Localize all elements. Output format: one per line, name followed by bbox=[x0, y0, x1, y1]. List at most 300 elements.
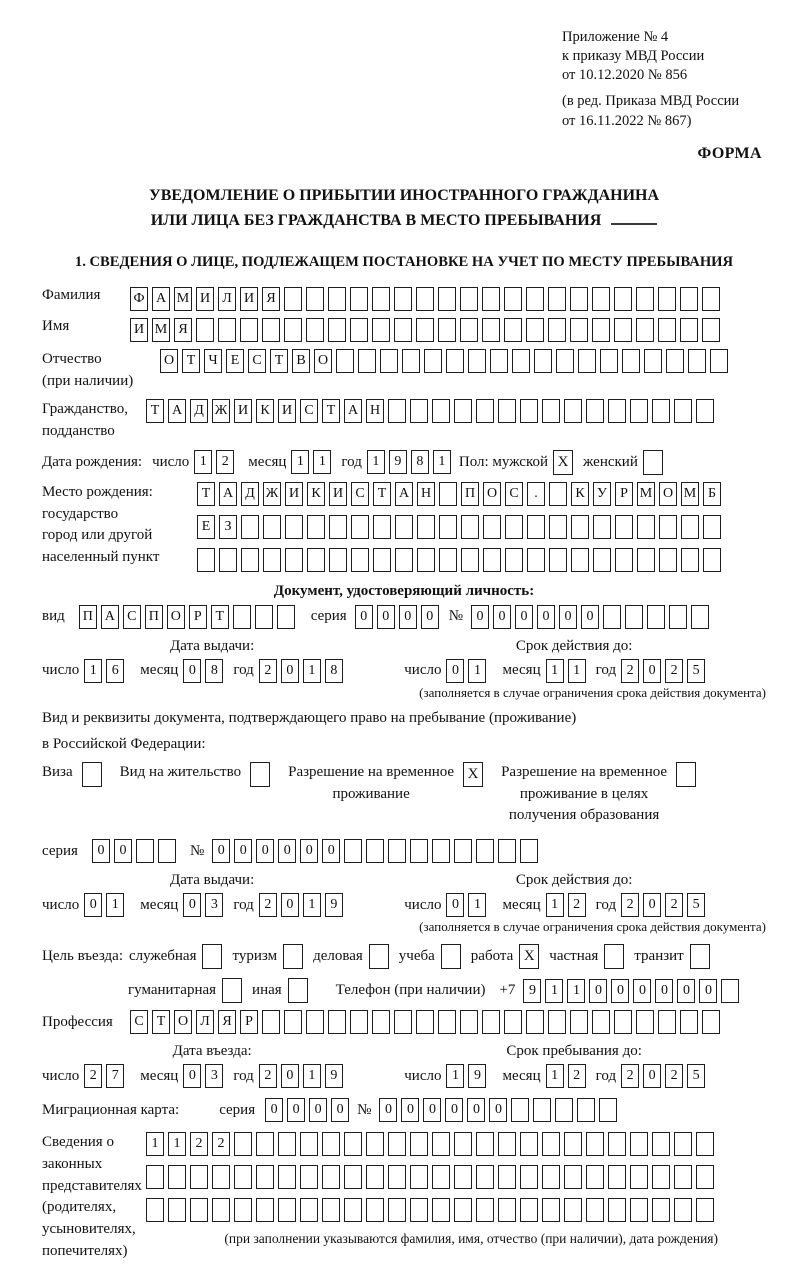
char-cell[interactable] bbox=[380, 349, 398, 373]
char-cell[interactable] bbox=[542, 1198, 560, 1222]
purpose-study-checkbox[interactable] bbox=[441, 944, 461, 969]
char-cell[interactable] bbox=[366, 1165, 384, 1189]
char-cell[interactable] bbox=[373, 515, 391, 539]
purpose-work-checkbox[interactable]: X bbox=[519, 944, 539, 969]
char-cell[interactable]: Ф bbox=[130, 287, 148, 311]
char-cell[interactable]: З bbox=[219, 515, 237, 539]
char-cell[interactable]: 0 bbox=[515, 605, 533, 629]
char-cell[interactable]: Е bbox=[197, 515, 215, 539]
char-cell[interactable]: 5 bbox=[687, 659, 705, 683]
char-cell[interactable]: А bbox=[219, 482, 237, 506]
char-cell[interactable]: 0 bbox=[399, 605, 417, 629]
char-cell[interactable] bbox=[578, 349, 596, 373]
char-cell[interactable]: 2 bbox=[621, 659, 639, 683]
char-cell[interactable] bbox=[307, 548, 325, 572]
char-cell[interactable] bbox=[593, 548, 611, 572]
char-cell[interactable] bbox=[256, 1132, 274, 1156]
char-cell[interactable] bbox=[526, 1010, 544, 1034]
char-cell[interactable]: Р bbox=[240, 1010, 258, 1034]
char-cell[interactable] bbox=[680, 1010, 698, 1034]
char-cell[interactable] bbox=[190, 1198, 208, 1222]
char-cell[interactable]: 7 bbox=[106, 1064, 124, 1088]
temp-residence-checkbox[interactable]: X bbox=[463, 762, 483, 787]
char-cell[interactable] bbox=[366, 839, 384, 863]
char-cell[interactable] bbox=[548, 318, 566, 342]
char-cell[interactable]: 1 bbox=[303, 893, 321, 917]
char-cell[interactable] bbox=[350, 287, 368, 311]
char-cell[interactable] bbox=[306, 318, 324, 342]
char-cell[interactable] bbox=[526, 287, 544, 311]
char-cell[interactable] bbox=[603, 605, 621, 629]
char-cell[interactable] bbox=[482, 1010, 500, 1034]
char-cell[interactable]: 0 bbox=[281, 659, 299, 683]
char-cell[interactable]: 2 bbox=[212, 1132, 230, 1156]
char-cell[interactable] bbox=[344, 1132, 362, 1156]
char-cell[interactable]: 0 bbox=[655, 979, 673, 1003]
char-cell[interactable] bbox=[300, 1198, 318, 1222]
char-cell[interactable]: 1 bbox=[106, 893, 124, 917]
char-cell[interactable]: П bbox=[461, 482, 479, 506]
char-cell[interactable]: Т bbox=[182, 349, 200, 373]
char-cell[interactable] bbox=[284, 287, 302, 311]
char-cell[interactable]: 1 bbox=[468, 893, 486, 917]
char-cell[interactable] bbox=[564, 1198, 582, 1222]
char-cell[interactable] bbox=[395, 515, 413, 539]
purpose-other-checkbox[interactable] bbox=[288, 978, 308, 1003]
char-cell[interactable] bbox=[372, 287, 390, 311]
char-cell[interactable] bbox=[402, 349, 420, 373]
char-cell[interactable] bbox=[652, 1198, 670, 1222]
char-cell[interactable] bbox=[564, 399, 582, 423]
char-cell[interactable] bbox=[388, 1132, 406, 1156]
char-cell[interactable] bbox=[438, 1010, 456, 1034]
char-cell[interactable]: 2 bbox=[621, 893, 639, 917]
char-cell[interactable] bbox=[696, 1132, 714, 1156]
char-cell[interactable] bbox=[608, 1132, 626, 1156]
char-cell[interactable] bbox=[278, 1198, 296, 1222]
char-cell[interactable] bbox=[630, 1165, 648, 1189]
char-cell[interactable]: 2 bbox=[259, 659, 277, 683]
char-cell[interactable] bbox=[571, 548, 589, 572]
char-cell[interactable]: 2 bbox=[259, 893, 277, 917]
char-cell[interactable]: 1 bbox=[84, 659, 102, 683]
char-cell[interactable] bbox=[659, 548, 677, 572]
char-cell[interactable]: О bbox=[483, 482, 501, 506]
char-cell[interactable]: 0 bbox=[183, 1064, 201, 1088]
char-cell[interactable]: 1 bbox=[545, 979, 563, 1003]
char-cell[interactable]: 2 bbox=[568, 1064, 586, 1088]
residence-permit-checkbox[interactable] bbox=[250, 762, 270, 787]
char-cell[interactable] bbox=[533, 1098, 551, 1122]
char-cell[interactable] bbox=[366, 1198, 384, 1222]
char-cell[interactable]: 1 bbox=[433, 450, 451, 474]
char-cell[interactable] bbox=[498, 1198, 516, 1222]
char-cell[interactable]: Т bbox=[152, 1010, 170, 1034]
char-cell[interactable] bbox=[630, 1198, 648, 1222]
char-cell[interactable] bbox=[555, 1098, 573, 1122]
char-cell[interactable] bbox=[219, 548, 237, 572]
char-cell[interactable]: Т bbox=[270, 349, 288, 373]
char-cell[interactable] bbox=[504, 287, 522, 311]
char-cell[interactable] bbox=[306, 287, 324, 311]
male-checkbox[interactable]: X bbox=[553, 450, 573, 475]
char-cell[interactable]: 2 bbox=[665, 1064, 683, 1088]
char-cell[interactable] bbox=[372, 1010, 390, 1034]
edu-temp-residence-checkbox[interactable] bbox=[676, 762, 696, 787]
char-cell[interactable] bbox=[196, 318, 214, 342]
char-cell[interactable] bbox=[680, 318, 698, 342]
char-cell[interactable] bbox=[636, 1010, 654, 1034]
char-cell[interactable] bbox=[468, 349, 486, 373]
char-cell[interactable] bbox=[262, 318, 280, 342]
char-cell[interactable]: 0 bbox=[379, 1098, 397, 1122]
char-cell[interactable] bbox=[702, 1010, 720, 1034]
char-cell[interactable] bbox=[460, 287, 478, 311]
char-cell[interactable]: 0 bbox=[423, 1098, 441, 1122]
char-cell[interactable] bbox=[388, 399, 406, 423]
char-cell[interactable]: С bbox=[248, 349, 266, 373]
char-cell[interactable] bbox=[490, 349, 508, 373]
char-cell[interactable] bbox=[277, 605, 295, 629]
char-cell[interactable] bbox=[454, 1198, 472, 1222]
char-cell[interactable] bbox=[696, 399, 714, 423]
char-cell[interactable] bbox=[307, 515, 325, 539]
char-cell[interactable]: 0 bbox=[581, 605, 599, 629]
char-cell[interactable] bbox=[614, 287, 632, 311]
char-cell[interactable] bbox=[592, 1010, 610, 1034]
char-cell[interactable] bbox=[476, 1132, 494, 1156]
char-cell[interactable] bbox=[652, 1165, 670, 1189]
char-cell[interactable] bbox=[636, 287, 654, 311]
char-cell[interactable]: Я bbox=[174, 318, 192, 342]
char-cell[interactable]: . bbox=[527, 482, 545, 506]
char-cell[interactable]: И bbox=[234, 399, 252, 423]
char-cell[interactable]: 1 bbox=[546, 893, 564, 917]
char-cell[interactable]: Д bbox=[241, 482, 259, 506]
char-cell[interactable] bbox=[592, 287, 610, 311]
char-cell[interactable]: 0 bbox=[281, 893, 299, 917]
char-cell[interactable] bbox=[549, 482, 567, 506]
char-cell[interactable]: Т bbox=[322, 399, 340, 423]
char-cell[interactable]: Т bbox=[197, 482, 215, 506]
char-cell[interactable]: 1 bbox=[567, 979, 585, 1003]
purpose-official-checkbox[interactable] bbox=[202, 944, 222, 969]
char-cell[interactable] bbox=[520, 1198, 538, 1222]
char-cell[interactable]: Т bbox=[211, 605, 229, 629]
char-cell[interactable] bbox=[234, 1132, 252, 1156]
char-cell[interactable] bbox=[328, 1010, 346, 1034]
char-cell[interactable] bbox=[350, 318, 368, 342]
char-cell[interactable] bbox=[476, 839, 494, 863]
char-cell[interactable] bbox=[410, 1165, 428, 1189]
char-cell[interactable] bbox=[263, 515, 281, 539]
char-cell[interactable] bbox=[586, 1165, 604, 1189]
char-cell[interactable]: 2 bbox=[665, 659, 683, 683]
char-cell[interactable] bbox=[410, 1132, 428, 1156]
char-cell[interactable]: О bbox=[659, 482, 677, 506]
char-cell[interactable] bbox=[647, 605, 665, 629]
char-cell[interactable]: А bbox=[168, 399, 186, 423]
char-cell[interactable] bbox=[505, 548, 523, 572]
char-cell[interactable]: Л bbox=[196, 1010, 214, 1034]
char-cell[interactable]: С bbox=[130, 1010, 148, 1034]
char-cell[interactable]: 0 bbox=[467, 1098, 485, 1122]
char-cell[interactable] bbox=[703, 515, 721, 539]
char-cell[interactable]: 1 bbox=[468, 659, 486, 683]
char-cell[interactable] bbox=[136, 839, 154, 863]
char-cell[interactable] bbox=[658, 287, 676, 311]
char-cell[interactable]: 0 bbox=[471, 605, 489, 629]
char-cell[interactable] bbox=[344, 839, 362, 863]
char-cell[interactable]: 1 bbox=[168, 1132, 186, 1156]
char-cell[interactable] bbox=[520, 1132, 538, 1156]
char-cell[interactable] bbox=[564, 1165, 582, 1189]
char-cell[interactable] bbox=[674, 399, 692, 423]
char-cell[interactable] bbox=[498, 1132, 516, 1156]
char-cell[interactable] bbox=[674, 1132, 692, 1156]
char-cell[interactable]: О bbox=[167, 605, 185, 629]
char-cell[interactable] bbox=[460, 1010, 478, 1034]
char-cell[interactable]: 0 bbox=[278, 839, 296, 863]
char-cell[interactable] bbox=[592, 318, 610, 342]
char-cell[interactable] bbox=[234, 1198, 252, 1222]
char-cell[interactable] bbox=[417, 515, 435, 539]
char-cell[interactable]: 0 bbox=[559, 605, 577, 629]
char-cell[interactable] bbox=[454, 1132, 472, 1156]
char-cell[interactable] bbox=[696, 1198, 714, 1222]
char-cell[interactable]: 0 bbox=[114, 839, 132, 863]
char-cell[interactable] bbox=[417, 548, 435, 572]
char-cell[interactable] bbox=[256, 1198, 274, 1222]
char-cell[interactable] bbox=[460, 318, 478, 342]
char-cell[interactable] bbox=[190, 1165, 208, 1189]
char-cell[interactable] bbox=[615, 515, 633, 539]
char-cell[interactable]: В bbox=[292, 349, 310, 373]
char-cell[interactable] bbox=[498, 839, 516, 863]
char-cell[interactable]: 2 bbox=[84, 1064, 102, 1088]
char-cell[interactable] bbox=[416, 287, 434, 311]
char-cell[interactable] bbox=[344, 1198, 362, 1222]
char-cell[interactable] bbox=[439, 515, 457, 539]
char-cell[interactable]: 1 bbox=[568, 659, 586, 683]
char-cell[interactable]: 0 bbox=[401, 1098, 419, 1122]
char-cell[interactable] bbox=[446, 349, 464, 373]
char-cell[interactable]: А bbox=[101, 605, 119, 629]
char-cell[interactable] bbox=[322, 1132, 340, 1156]
char-cell[interactable]: Т bbox=[146, 399, 164, 423]
char-cell[interactable]: Т bbox=[373, 482, 391, 506]
char-cell[interactable]: 9 bbox=[523, 979, 541, 1003]
char-cell[interactable] bbox=[366, 1132, 384, 1156]
char-cell[interactable]: 0 bbox=[309, 1098, 327, 1122]
char-cell[interactable] bbox=[328, 318, 346, 342]
char-cell[interactable] bbox=[652, 399, 670, 423]
visa-checkbox[interactable] bbox=[82, 762, 102, 787]
char-cell[interactable]: 0 bbox=[322, 839, 340, 863]
char-cell[interactable] bbox=[212, 1165, 230, 1189]
char-cell[interactable] bbox=[410, 839, 428, 863]
char-cell[interactable]: 0 bbox=[92, 839, 110, 863]
char-cell[interactable] bbox=[263, 548, 281, 572]
char-cell[interactable] bbox=[526, 318, 544, 342]
char-cell[interactable]: 2 bbox=[216, 450, 234, 474]
char-cell[interactable]: Я bbox=[262, 287, 280, 311]
char-cell[interactable] bbox=[461, 515, 479, 539]
char-cell[interactable] bbox=[586, 399, 604, 423]
char-cell[interactable]: М bbox=[681, 482, 699, 506]
char-cell[interactable] bbox=[300, 1165, 318, 1189]
char-cell[interactable] bbox=[556, 349, 574, 373]
char-cell[interactable]: М bbox=[152, 318, 170, 342]
char-cell[interactable] bbox=[424, 349, 442, 373]
char-cell[interactable] bbox=[520, 839, 538, 863]
char-cell[interactable] bbox=[593, 515, 611, 539]
char-cell[interactable]: 0 bbox=[643, 893, 661, 917]
char-cell[interactable]: 0 bbox=[183, 659, 201, 683]
char-cell[interactable]: 2 bbox=[259, 1064, 277, 1088]
char-cell[interactable]: К bbox=[256, 399, 274, 423]
char-cell[interactable] bbox=[388, 1165, 406, 1189]
char-cell[interactable]: 0 bbox=[677, 979, 695, 1003]
char-cell[interactable] bbox=[614, 1010, 632, 1034]
char-cell[interactable] bbox=[432, 1132, 450, 1156]
char-cell[interactable] bbox=[476, 1165, 494, 1189]
purpose-tourism-checkbox[interactable] bbox=[283, 944, 303, 969]
char-cell[interactable] bbox=[476, 1198, 494, 1222]
char-cell[interactable] bbox=[652, 1132, 670, 1156]
char-cell[interactable] bbox=[681, 515, 699, 539]
char-cell[interactable] bbox=[241, 515, 259, 539]
char-cell[interactable]: С bbox=[300, 399, 318, 423]
char-cell[interactable]: И bbox=[285, 482, 303, 506]
char-cell[interactable]: 1 bbox=[194, 450, 212, 474]
char-cell[interactable] bbox=[394, 287, 412, 311]
char-cell[interactable] bbox=[284, 1010, 302, 1034]
char-cell[interactable] bbox=[454, 839, 472, 863]
char-cell[interactable] bbox=[410, 1198, 428, 1222]
char-cell[interactable] bbox=[432, 1165, 450, 1189]
char-cell[interactable] bbox=[542, 1165, 560, 1189]
char-cell[interactable]: 1 bbox=[546, 659, 564, 683]
char-cell[interactable]: С bbox=[351, 482, 369, 506]
char-cell[interactable] bbox=[432, 399, 450, 423]
char-cell[interactable] bbox=[439, 482, 457, 506]
char-cell[interactable] bbox=[233, 605, 251, 629]
char-cell[interactable]: У bbox=[593, 482, 611, 506]
char-cell[interactable] bbox=[577, 1098, 595, 1122]
char-cell[interactable] bbox=[674, 1198, 692, 1222]
female-checkbox[interactable] bbox=[643, 450, 663, 475]
char-cell[interactable]: 9 bbox=[468, 1064, 486, 1088]
char-cell[interactable] bbox=[622, 349, 640, 373]
char-cell[interactable] bbox=[328, 287, 346, 311]
char-cell[interactable]: И bbox=[196, 287, 214, 311]
char-cell[interactable] bbox=[388, 839, 406, 863]
char-cell[interactable] bbox=[498, 399, 516, 423]
char-cell[interactable]: 9 bbox=[325, 1064, 343, 1088]
char-cell[interactable] bbox=[394, 318, 412, 342]
char-cell[interactable] bbox=[542, 1132, 560, 1156]
char-cell[interactable] bbox=[586, 1198, 604, 1222]
char-cell[interactable]: Я bbox=[218, 1010, 236, 1034]
char-cell[interactable]: Н bbox=[417, 482, 435, 506]
char-cell[interactable]: Н bbox=[366, 399, 384, 423]
char-cell[interactable]: 0 bbox=[281, 1064, 299, 1088]
char-cell[interactable] bbox=[197, 548, 215, 572]
char-cell[interactable] bbox=[702, 287, 720, 311]
char-cell[interactable]: 9 bbox=[325, 893, 343, 917]
char-cell[interactable]: 0 bbox=[265, 1098, 283, 1122]
purpose-business-checkbox[interactable] bbox=[369, 944, 389, 969]
char-cell[interactable]: 0 bbox=[611, 979, 629, 1003]
char-cell[interactable] bbox=[681, 548, 699, 572]
char-cell[interactable]: Р bbox=[615, 482, 633, 506]
char-cell[interactable]: 0 bbox=[212, 839, 230, 863]
char-cell[interactable]: А bbox=[344, 399, 362, 423]
char-cell[interactable]: 0 bbox=[331, 1098, 349, 1122]
char-cell[interactable] bbox=[615, 548, 633, 572]
char-cell[interactable] bbox=[284, 318, 302, 342]
char-cell[interactable] bbox=[570, 1010, 588, 1034]
char-cell[interactable] bbox=[674, 1165, 692, 1189]
char-cell[interactable]: 0 bbox=[643, 659, 661, 683]
char-cell[interactable]: 0 bbox=[84, 893, 102, 917]
char-cell[interactable] bbox=[388, 1198, 406, 1222]
char-cell[interactable] bbox=[373, 548, 391, 572]
char-cell[interactable]: Ж bbox=[263, 482, 281, 506]
char-cell[interactable] bbox=[416, 1010, 434, 1034]
char-cell[interactable] bbox=[600, 349, 618, 373]
char-cell[interactable] bbox=[358, 349, 376, 373]
char-cell[interactable]: 1 bbox=[291, 450, 309, 474]
char-cell[interactable] bbox=[461, 548, 479, 572]
char-cell[interactable]: Ж bbox=[212, 399, 230, 423]
char-cell[interactable] bbox=[262, 1010, 280, 1034]
char-cell[interactable] bbox=[548, 1010, 566, 1034]
char-cell[interactable] bbox=[218, 318, 236, 342]
char-cell[interactable]: 0 bbox=[445, 1098, 463, 1122]
char-cell[interactable]: 2 bbox=[190, 1132, 208, 1156]
char-cell[interactable] bbox=[688, 349, 706, 373]
char-cell[interactable] bbox=[571, 515, 589, 539]
char-cell[interactable]: 8 bbox=[205, 659, 223, 683]
char-cell[interactable] bbox=[234, 1165, 252, 1189]
char-cell[interactable]: 0 bbox=[234, 839, 252, 863]
char-cell[interactable] bbox=[703, 548, 721, 572]
char-cell[interactable]: И bbox=[329, 482, 347, 506]
char-cell[interactable]: 1 bbox=[313, 450, 331, 474]
char-cell[interactable] bbox=[669, 605, 687, 629]
char-cell[interactable] bbox=[564, 1132, 582, 1156]
char-cell[interactable] bbox=[168, 1165, 186, 1189]
char-cell[interactable]: 3 bbox=[205, 1064, 223, 1088]
char-cell[interactable] bbox=[158, 839, 176, 863]
char-cell[interactable] bbox=[394, 1010, 412, 1034]
char-cell[interactable]: Ч bbox=[204, 349, 222, 373]
char-cell[interactable] bbox=[608, 399, 626, 423]
purpose-humanitarian-checkbox[interactable] bbox=[222, 978, 242, 1003]
char-cell[interactable] bbox=[570, 287, 588, 311]
char-cell[interactable]: 5 bbox=[687, 1064, 705, 1088]
char-cell[interactable]: 1 bbox=[367, 450, 385, 474]
char-cell[interactable] bbox=[630, 399, 648, 423]
char-cell[interactable] bbox=[438, 287, 456, 311]
char-cell[interactable]: И bbox=[278, 399, 296, 423]
char-cell[interactable] bbox=[329, 515, 347, 539]
char-cell[interactable] bbox=[498, 1165, 516, 1189]
char-cell[interactable] bbox=[416, 318, 434, 342]
char-cell[interactable] bbox=[658, 318, 676, 342]
